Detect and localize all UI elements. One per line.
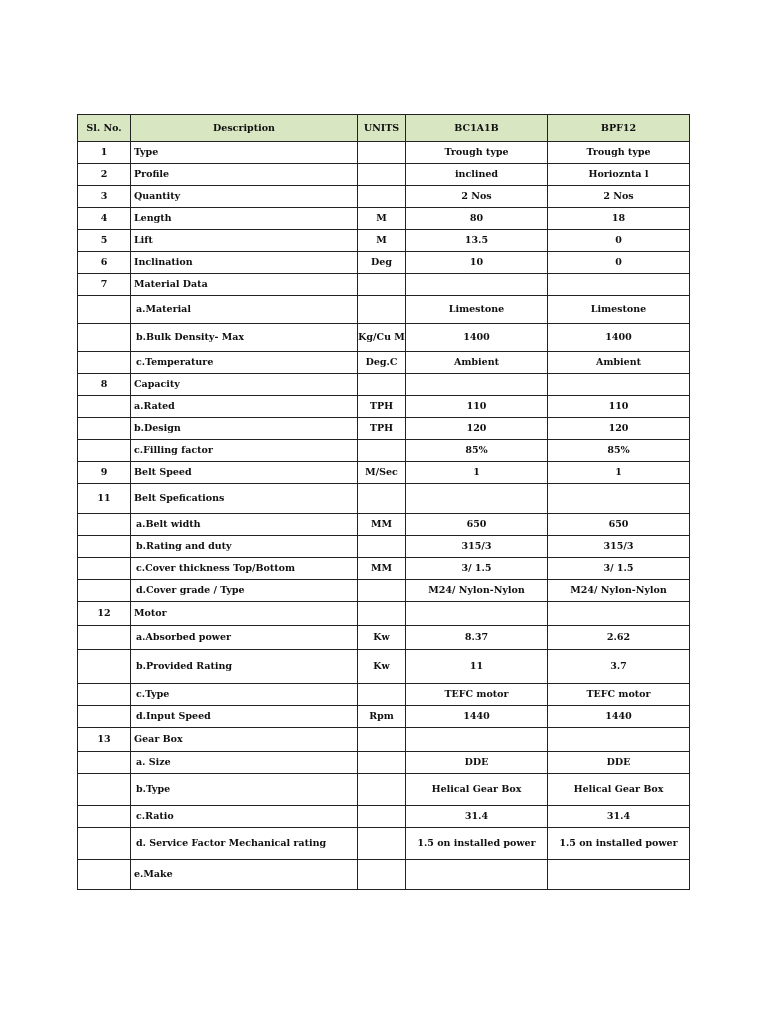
cell-sl-no [78,650,131,684]
cell-bpf12 [548,602,690,626]
cell-unit [358,274,406,296]
table-row [78,352,690,374]
cell-sl-no [78,706,131,728]
cell-unit: Kw [358,626,406,650]
cell-bpf12: 110 [548,396,690,418]
cell-bpf12 [548,728,690,752]
cell-description: b.Bulk Density- Max [131,324,358,352]
cell-description: Belt Speed [131,462,358,484]
cell-bpf12: Limestone [548,296,690,324]
cell-unit [358,828,406,860]
cell-bpf12: 650 [548,514,690,536]
cell-description: a.Material [131,296,358,324]
cell-bc1a1b: 11 [406,650,548,684]
table-row [78,806,690,828]
cell-unit [358,440,406,462]
table-row [78,462,690,484]
cell-bpf12: M24/ Nylon-Nylon [548,580,690,602]
cell-unit: Kw [358,650,406,684]
cell-description: d.Input Speed [131,706,358,728]
cell-bc1a1b [406,602,548,626]
table-row [78,142,690,164]
cell-sl-no: 12 [78,602,131,626]
cell-bpf12: 1.5 on installed power [548,828,690,860]
cell-description: c.Temperature [131,352,358,374]
cell-description: c.Filling factor [131,440,358,462]
table-row [78,860,690,890]
cell-bpf12: Ambient [548,352,690,374]
table-row [78,728,690,752]
cell-bpf12: 18 [548,208,690,230]
cell-description: Capacity [131,374,358,396]
cell-description: a.Belt width [131,514,358,536]
cell-unit [358,860,406,890]
cell-bpf12: Helical Gear Box [548,774,690,806]
cell-unit: Rpm [358,706,406,728]
cell-unit [358,684,406,706]
cell-sl-no [78,440,131,462]
cell-sl-no [78,752,131,774]
cell-unit [358,164,406,186]
cell-description: c.Type [131,684,358,706]
table-row [78,684,690,706]
cell-bc1a1b: Trough type [406,142,548,164]
cell-bpf12: 120 [548,418,690,440]
cell-unit [358,602,406,626]
cell-unit: M [358,208,406,230]
cell-description: Belt Spefications [131,484,358,514]
cell-bpf12: Horioznta l [548,164,690,186]
cell-sl-no [78,806,131,828]
cell-bc1a1b: Helical Gear Box [406,774,548,806]
cell-description: b.Design [131,418,358,440]
cell-bpf12: DDE [548,752,690,774]
cell-sl-no: 4 [78,208,131,230]
spec-table [77,114,690,890]
table-row [78,558,690,580]
cell-bc1a1b [406,484,548,514]
table-row [78,186,690,208]
table-row [78,208,690,230]
cell-bc1a1b: 120 [406,418,548,440]
cell-sl-no [78,396,131,418]
spec-sheet [77,114,689,890]
table-row [78,580,690,602]
cell-bc1a1b: Ambient [406,352,548,374]
cell-description: b.Type [131,774,358,806]
cell-unit [358,186,406,208]
cell-unit [358,806,406,828]
table-row [78,230,690,252]
cell-bc1a1b: 10 [406,252,548,274]
cell-unit: M [358,230,406,252]
header-sl-no: Sl. No. [78,115,131,142]
header-description: Description [131,115,358,142]
cell-unit: TPH [358,418,406,440]
cell-sl-no: 13 [78,728,131,752]
cell-bc1a1b: 1440 [406,706,548,728]
cell-sl-no [78,828,131,860]
cell-description: c.Cover thickness Top/Bottom [131,558,358,580]
cell-bc1a1b: 650 [406,514,548,536]
cell-bc1a1b: 3/ 1.5 [406,558,548,580]
table-row [78,324,690,352]
cell-unit [358,752,406,774]
cell-unit: M/Sec [358,462,406,484]
cell-sl-no: 5 [78,230,131,252]
cell-description: a. Size [131,752,358,774]
table-row [78,514,690,536]
cell-sl-no: 6 [78,252,131,274]
cell-bc1a1b: 8.37 [406,626,548,650]
cell-sl-no: 9 [78,462,131,484]
cell-description: Profile [131,164,358,186]
cell-bpf12: 3/ 1.5 [548,558,690,580]
cell-unit: Deg [358,252,406,274]
cell-bc1a1b [406,374,548,396]
cell-bc1a1b: 1 [406,462,548,484]
cell-bc1a1b [406,274,548,296]
cell-description: b.Provided Rating [131,650,358,684]
cell-bpf12: 31.4 [548,806,690,828]
cell-bc1a1b: 13.5 [406,230,548,252]
cell-description: Material Data [131,274,358,296]
cell-description: Inclination [131,252,358,274]
table-row [78,418,690,440]
cell-bpf12: 315/3 [548,536,690,558]
header-bpf12: BPF12 [548,115,690,142]
table-row [78,650,690,684]
cell-bc1a1b: M24/ Nylon-Nylon [406,580,548,602]
cell-unit [358,296,406,324]
cell-bc1a1b: DDE [406,752,548,774]
cell-bpf12: 0 [548,230,690,252]
cell-description: d. Service Factor Mechanical rating [131,828,358,860]
cell-description: Type [131,142,358,164]
table-row [78,626,690,650]
cell-bc1a1b: 1.5 on installed power [406,828,548,860]
cell-unit [358,774,406,806]
cell-description: Motor [131,602,358,626]
cell-bpf12 [548,484,690,514]
table-row [78,396,690,418]
cell-bc1a1b: 1400 [406,324,548,352]
cell-sl-no [78,324,131,352]
cell-sl-no: 2 [78,164,131,186]
cell-bc1a1b [406,860,548,890]
cell-sl-no [78,558,131,580]
cell-description: a.Absorbed power [131,626,358,650]
table-row [78,828,690,860]
table-row [78,274,690,296]
cell-unit: Kg/Cu M [358,324,406,352]
cell-unit: TPH [358,396,406,418]
table-row [78,536,690,558]
cell-description: a.Rated [131,396,358,418]
cell-bc1a1b: 2 Nos [406,186,548,208]
cell-sl-no [78,296,131,324]
cell-sl-no: 7 [78,274,131,296]
cell-sl-no [78,352,131,374]
cell-unit [358,374,406,396]
cell-sl-no: 11 [78,484,131,514]
table-row [78,164,690,186]
table-row [78,774,690,806]
cell-bpf12: 2 Nos [548,186,690,208]
cell-bc1a1b: 315/3 [406,536,548,558]
cell-bc1a1b: TEFC motor [406,684,548,706]
table-row [78,252,690,274]
cell-bc1a1b [406,728,548,752]
cell-bc1a1b: 80 [406,208,548,230]
cell-unit [358,142,406,164]
cell-unit: Deg.C [358,352,406,374]
cell-description: e.Make [131,860,358,890]
header-row [78,115,690,142]
header-bc1a1b: BC1A1B [406,115,548,142]
cell-bc1a1b: 110 [406,396,548,418]
cell-sl-no [78,860,131,890]
cell-bc1a1b: Limestone [406,296,548,324]
cell-sl-no: 8 [78,374,131,396]
table-row [78,374,690,396]
cell-bpf12 [548,374,690,396]
cell-description: Length [131,208,358,230]
cell-description: b.Rating and duty [131,536,358,558]
cell-description: Gear Box [131,728,358,752]
cell-sl-no [78,774,131,806]
cell-unit [358,484,406,514]
cell-unit: MM [358,558,406,580]
cell-bpf12: 0 [548,252,690,274]
cell-unit [358,580,406,602]
table-row [78,752,690,774]
cell-unit [358,728,406,752]
cell-sl-no [78,580,131,602]
cell-bpf12 [548,274,690,296]
table-row [78,484,690,514]
cell-sl-no: 1 [78,142,131,164]
cell-bpf12: 1 [548,462,690,484]
table-body [78,142,690,890]
cell-sl-no: 3 [78,186,131,208]
cell-description: Quantity [131,186,358,208]
cell-bpf12: 85% [548,440,690,462]
cell-bpf12: 2.62 [548,626,690,650]
cell-description: c.Ratio [131,806,358,828]
cell-sl-no [78,626,131,650]
table-row [78,602,690,626]
cell-bpf12: TEFC motor [548,684,690,706]
cell-unit [358,536,406,558]
cell-bpf12 [548,860,690,890]
cell-bpf12: 1440 [548,706,690,728]
cell-bpf12: 1400 [548,324,690,352]
cell-description: Lift [131,230,358,252]
cell-unit: MM [358,514,406,536]
cell-description: d.Cover grade / Type [131,580,358,602]
table-row [78,706,690,728]
table-row [78,296,690,324]
cell-sl-no [78,684,131,706]
header-units: UNITS [358,115,406,142]
cell-bc1a1b: 85% [406,440,548,462]
cell-sl-no [78,536,131,558]
cell-bpf12: Trough type [548,142,690,164]
cell-bc1a1b: 31.4 [406,806,548,828]
table-row [78,440,690,462]
cell-sl-no [78,514,131,536]
cell-bpf12: 3.7 [548,650,690,684]
cell-bc1a1b: inclined [406,164,548,186]
cell-sl-no [78,418,131,440]
